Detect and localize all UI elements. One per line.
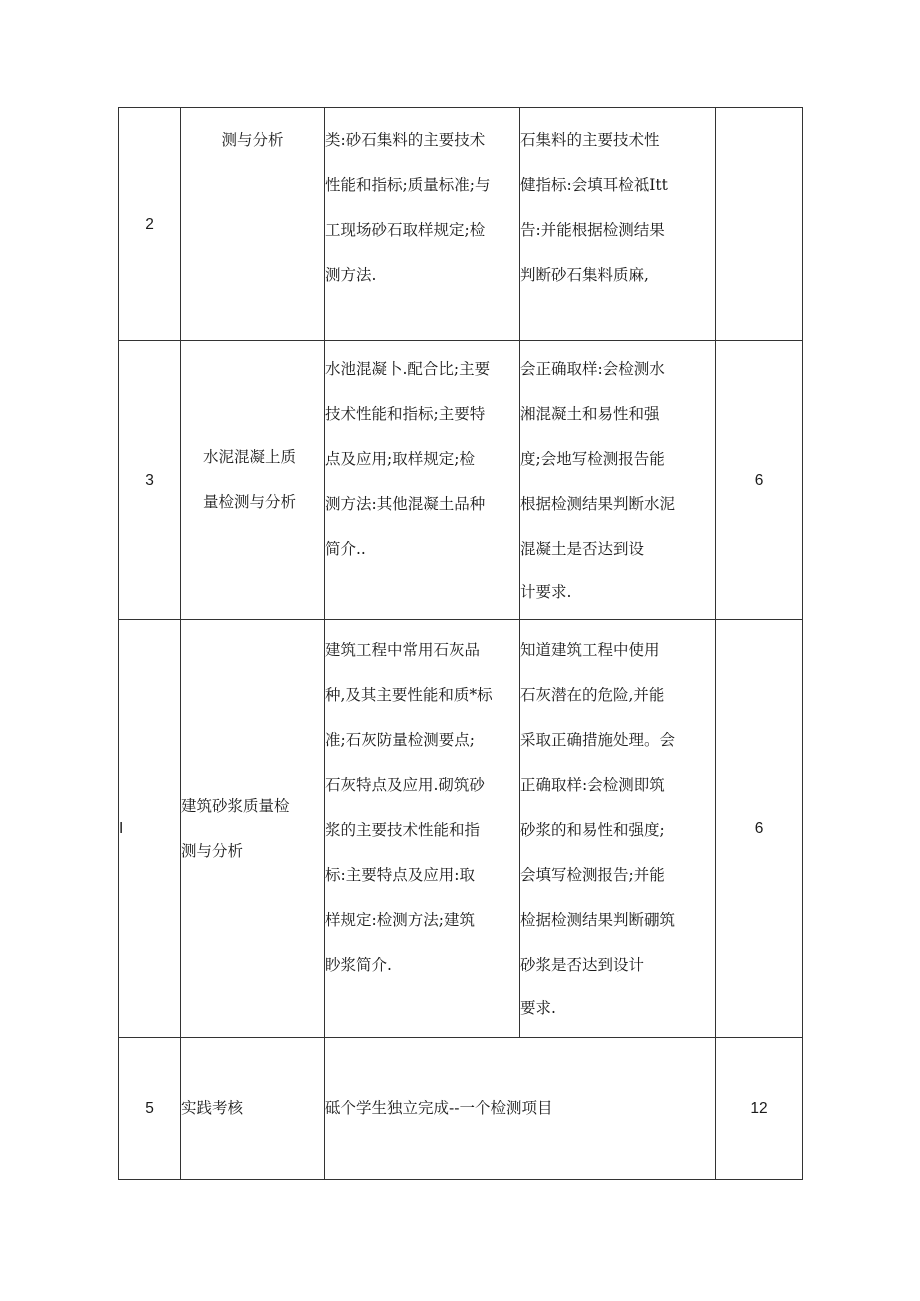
requirements-line: 湘混凝土和易性和强 bbox=[520, 405, 660, 423]
topic-line: 实践考核 bbox=[181, 1099, 244, 1117]
topic-line: 测与分析 bbox=[221, 131, 284, 149]
requirements-line: 计要求. bbox=[520, 583, 572, 601]
topic-cell bbox=[181, 341, 325, 620]
content-cell bbox=[325, 620, 520, 1038]
content-line: 标:主要特点及应用:取 bbox=[325, 866, 475, 884]
row-number: I bbox=[119, 620, 181, 1038]
content-line: 眇浆简介. bbox=[325, 956, 392, 974]
row-number: 5 bbox=[119, 1038, 181, 1180]
requirements-line: 告:并能根据检测结果 bbox=[520, 221, 665, 239]
requirements-line: 砂浆的和易性和强度; bbox=[520, 821, 665, 839]
topic-line: 量检测与分析 bbox=[203, 493, 297, 511]
content-line: 水池混凝卜.配合比;主要 bbox=[325, 360, 491, 378]
content-cell bbox=[325, 341, 520, 620]
content-line: 性能和指标;质量标准;与 bbox=[325, 176, 491, 194]
requirements-cell bbox=[520, 620, 716, 1038]
content-cell bbox=[325, 108, 520, 341]
row-number: 3 bbox=[119, 341, 181, 620]
table-row bbox=[119, 108, 803, 341]
requirements-line: 采取正确措施处理。会 bbox=[520, 731, 676, 749]
requirements-line: 根据检测结果判断水泥 bbox=[520, 495, 676, 513]
requirements-line: 要求. bbox=[520, 999, 556, 1017]
requirements-cell bbox=[520, 341, 716, 620]
content-line: 石灰特点及应用.砌筑砂 bbox=[325, 776, 485, 794]
requirements-line: 砂浆是否达到设计 bbox=[520, 956, 645, 974]
hours-cell bbox=[716, 108, 803, 341]
topic-line: 建筑砂浆质量检 bbox=[181, 796, 290, 815]
requirements-line: 正确取样:会检测即筑 bbox=[520, 776, 665, 794]
content-line: 简介.. bbox=[325, 540, 366, 558]
content-line: 建筑工程中常用石灰品 bbox=[325, 641, 481, 659]
content-line: 种,及其主要性能和质*标 bbox=[325, 686, 493, 704]
requirements-line: 检据检测结果判断硼筑 bbox=[520, 911, 676, 929]
content-cell bbox=[325, 1038, 716, 1180]
content-line: 点及应用;取样规定;检 bbox=[325, 450, 475, 468]
hours-cell: 12 bbox=[716, 1038, 803, 1180]
content-line: 技术性能和指标;主要特 bbox=[325, 405, 486, 423]
requirements-line: 知道建筑工程中使用 bbox=[520, 641, 660, 659]
requirements-line: 会填写检测报告;并能 bbox=[520, 866, 665, 884]
requirements-line: 会正确取样:会检测水 bbox=[520, 360, 665, 378]
table-row bbox=[119, 1038, 803, 1180]
table-row bbox=[119, 341, 803, 620]
hours-cell: 6 bbox=[716, 620, 803, 1038]
topic-line: 水泥混凝上质 bbox=[203, 448, 297, 466]
topic-cell bbox=[181, 108, 325, 341]
requirements-line: 混凝土是否达到设 bbox=[520, 540, 645, 558]
row-number: 2 bbox=[119, 108, 181, 341]
content-line: 准;石灰防量检测要点; bbox=[325, 731, 475, 749]
requirements-line: 健指标:会填耳检祗Itt bbox=[520, 176, 668, 194]
content-line: 类:砂石集料的主要技术 bbox=[325, 131, 486, 149]
content-line: 浆的主要技术性能和指 bbox=[325, 821, 481, 839]
topic-line: 测与分析 bbox=[181, 841, 244, 860]
content-line: 样规定:检测方法;建筑 bbox=[325, 911, 475, 929]
requirements-cell bbox=[520, 108, 716, 341]
table-row bbox=[119, 620, 803, 1038]
requirements-line: 石集料的主要技术性 bbox=[520, 131, 660, 149]
requirements-line: 度;会地写检测报告能 bbox=[520, 450, 665, 468]
topic-cell bbox=[181, 1038, 325, 1180]
content-line: 测方法:其他混凝土品种 bbox=[325, 495, 486, 513]
requirements-line: 判断砂石集料质麻, bbox=[520, 266, 649, 284]
syllabus-table bbox=[118, 107, 803, 1180]
content-line: 测方法. bbox=[325, 266, 377, 284]
hours-cell: 6 bbox=[716, 341, 803, 620]
topic-cell bbox=[181, 620, 325, 1038]
content-line: 砥个学生独立完成--一个检测项目 bbox=[325, 1099, 553, 1117]
requirements-line: 石灰潜在的危险,并能 bbox=[520, 686, 665, 704]
content-line: 工现场砂石取样规定;检 bbox=[325, 221, 486, 239]
